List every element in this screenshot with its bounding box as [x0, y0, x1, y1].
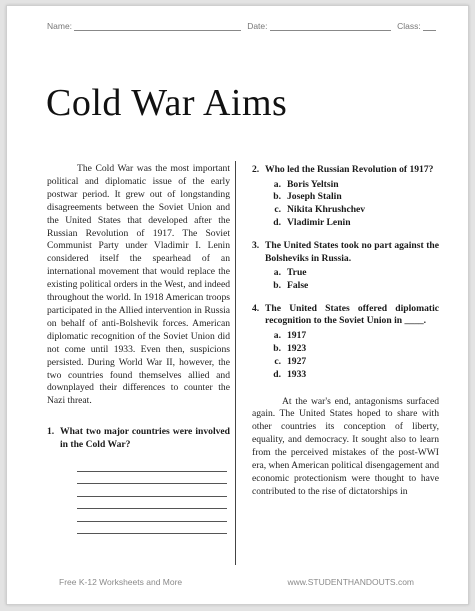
class-label: Class: [397, 21, 421, 31]
option-c[interactable]: c. 1927 [274, 355, 307, 367]
date-label: Date: [247, 21, 268, 31]
question-4 [252, 303, 439, 382]
option-a[interactable]: a. 1917 [273, 329, 307, 341]
question-text: Who led the Russian Revolution of 1917? [265, 164, 434, 175]
answer-options [265, 330, 439, 382]
question-number: 3. [252, 240, 260, 252]
answer-line[interactable] [77, 472, 227, 485]
option-b[interactable]: b. 1923 [273, 342, 307, 354]
question-3 [252, 240, 439, 293]
question-number: 1. [47, 426, 55, 438]
footer-left-text: Free K-12 Worksheets and More [59, 577, 183, 587]
option-a[interactable]: a. Boris Yeltsin [273, 178, 339, 190]
left-column [47, 163, 230, 544]
column-divider [235, 161, 236, 565]
answer-lines[interactable] [77, 459, 230, 534]
answer-options [265, 267, 439, 293]
continuation-passage: At the war's end, antagonisms surfaced again. The United States hoped to share with other countries its conception of liberty, equality, and democracy. It sought also to learn from the perceived mistakes of the post-WWI era, when American political disengagement and economic protectionism were thought to have contributed to the rise of dictatorships in [252, 395, 440, 497]
question-text: The United States took no part against the Bolsheviks in Russia. [265, 240, 439, 264]
question-2 [252, 164, 439, 230]
answer-options [265, 179, 439, 231]
name-label: Name: [47, 21, 73, 31]
student-info-header [47, 21, 436, 31]
name-blank[interactable] [74, 22, 241, 31]
question-number: 2. [252, 164, 260, 175]
question-1 [47, 426, 230, 534]
reading-passage: The Cold War was the most important political and diplomatic issue of the early postwar period. It grew out of longstanding disagreements between the Soviet Union and the United States that developed after the Russian Revolution of 1917. The Soviet Communist Party under Vladimir I. Lenin considered itself the spearhead of an international movement that would replace the existing political orders in the West, and indeed throughout the world. In 1918 American troops participated in the Allied intervention in Russia on behalf of anti-Bolshevik forces. American diplomatic recognition of the Soviet Union did not come until 1933. Even then, suspicions persisted. During World War II, however, the two countries found themselves allied and downplayed their differences to counter the Nazi threat. [47, 163, 230, 407]
option-c[interactable]: c. Nikita Khrushchev [274, 204, 366, 216]
option-d[interactable]: d. Vladimir Lenin [273, 217, 351, 229]
worksheet-page [6, 5, 469, 605]
page-footer [59, 577, 414, 587]
option-b[interactable]: b. Joseph Stalin [273, 191, 342, 203]
right-column [252, 164, 439, 499]
class-blank[interactable] [423, 22, 436, 31]
option-a[interactable]: a. True [273, 267, 307, 279]
answer-line[interactable] [77, 497, 227, 510]
answer-line[interactable] [77, 522, 227, 535]
option-d[interactable]: d. 1933 [273, 368, 307, 380]
option-b[interactable]: b. False [273, 280, 309, 292]
answer-line[interactable] [77, 484, 227, 497]
answer-line[interactable] [77, 509, 227, 522]
answer-line[interactable] [77, 459, 227, 472]
question-number: 4. [252, 302, 260, 314]
question-text: What two major countries were involved in the Cold War? [60, 426, 230, 450]
date-blank[interactable] [270, 22, 392, 31]
footer-website-link[interactable]: www.STUDENTHANDOUTS.com [287, 577, 414, 587]
page-title: Cold War Aims [46, 82, 288, 124]
question-text: The United States offered diplomatic recognition to the Soviet Union in ____. [265, 302, 439, 327]
